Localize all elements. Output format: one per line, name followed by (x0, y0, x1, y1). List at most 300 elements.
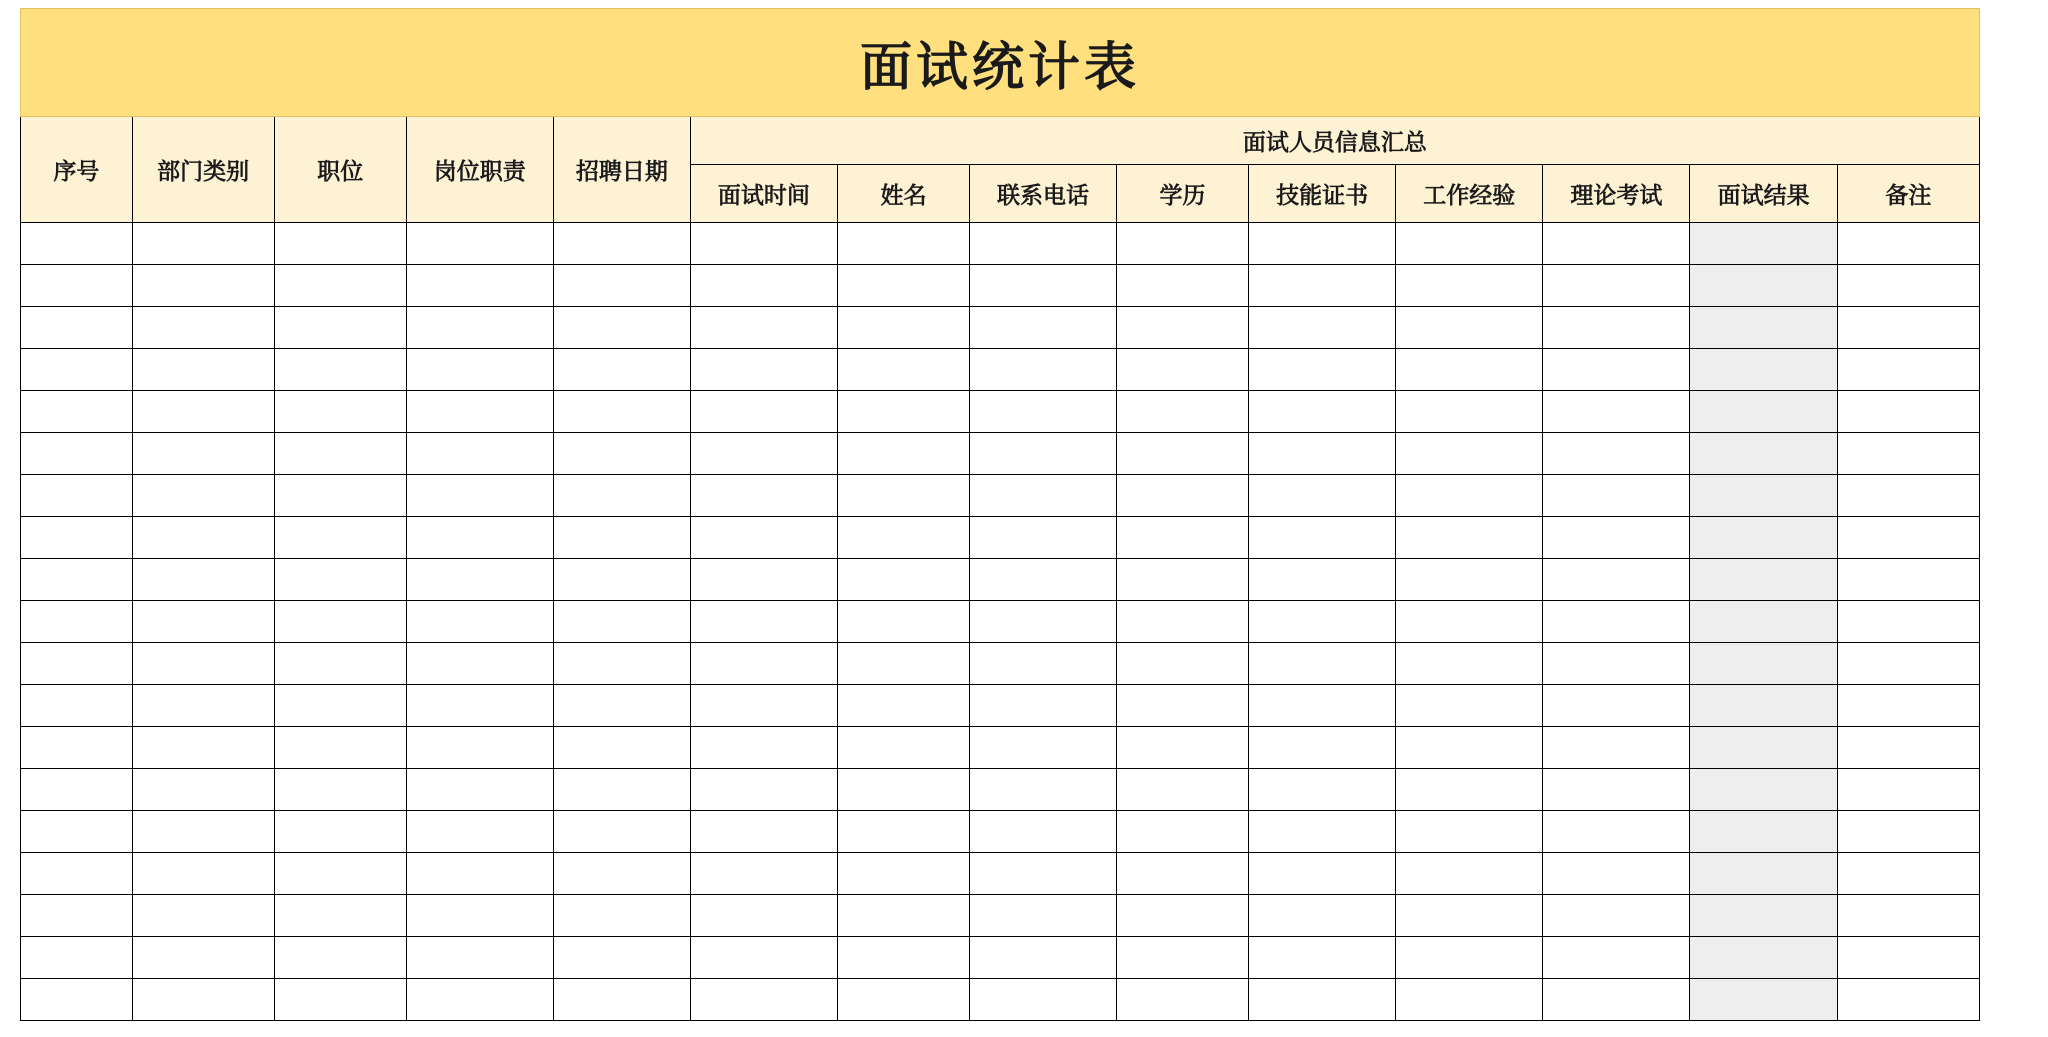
cell-name[interactable] (837, 391, 969, 433)
cell-seq[interactable] (21, 307, 133, 349)
cell-dept_type[interactable] (132, 475, 274, 517)
cell-interview_time[interactable] (690, 979, 837, 1021)
cell-phone[interactable] (969, 685, 1116, 727)
cell-dept_type[interactable] (132, 853, 274, 895)
cell-position[interactable] (274, 685, 406, 727)
cell-education[interactable] (1117, 475, 1249, 517)
cell-interview_time[interactable] (690, 223, 837, 265)
cell-recruit_date[interactable] (553, 433, 690, 475)
cell-remark[interactable] (1837, 811, 1979, 853)
cell-position[interactable] (274, 811, 406, 853)
cell-education[interactable] (1117, 979, 1249, 1021)
cell-phone[interactable] (969, 979, 1116, 1021)
cell-name[interactable] (837, 223, 969, 265)
cell-theory_exam[interactable] (1543, 643, 1690, 685)
cell-interview_time[interactable] (690, 559, 837, 601)
cell-seq[interactable] (21, 265, 133, 307)
cell-seq[interactable] (21, 895, 133, 937)
cell-name[interactable] (837, 643, 969, 685)
table-row[interactable] (21, 769, 1980, 811)
cell-duty[interactable] (406, 265, 553, 307)
cell-skill_cert[interactable] (1249, 475, 1396, 517)
cell-interview_time[interactable] (690, 811, 837, 853)
cell-duty[interactable] (406, 349, 553, 391)
cell-seq[interactable] (21, 349, 133, 391)
cell-recruit_date[interactable] (553, 265, 690, 307)
cell-position[interactable] (274, 433, 406, 475)
cell-position[interactable] (274, 727, 406, 769)
cell-theory_exam[interactable] (1543, 433, 1690, 475)
cell-recruit_date[interactable] (553, 811, 690, 853)
cell-theory_exam[interactable] (1543, 349, 1690, 391)
cell-duty[interactable] (406, 727, 553, 769)
cell-interview_result[interactable] (1690, 517, 1837, 559)
cell-interview_time[interactable] (690, 475, 837, 517)
cell-theory_exam[interactable] (1543, 475, 1690, 517)
cell-position[interactable] (274, 559, 406, 601)
cell-phone[interactable] (969, 601, 1116, 643)
cell-theory_exam[interactable] (1543, 979, 1690, 1021)
cell-education[interactable] (1117, 685, 1249, 727)
cell-phone[interactable] (969, 895, 1116, 937)
cell-dept_type[interactable] (132, 895, 274, 937)
cell-position[interactable] (274, 475, 406, 517)
cell-seq[interactable] (21, 433, 133, 475)
cell-remark[interactable] (1837, 601, 1979, 643)
table-row[interactable] (21, 937, 1980, 979)
cell-dept_type[interactable] (132, 727, 274, 769)
cell-skill_cert[interactable] (1249, 937, 1396, 979)
cell-position[interactable] (274, 517, 406, 559)
table-row[interactable] (21, 979, 1980, 1021)
interview-statistics-table (20, 8, 1980, 1021)
cell-phone[interactable] (969, 727, 1116, 769)
cell-dept_type[interactable] (132, 769, 274, 811)
cell-remark[interactable] (1837, 643, 1979, 685)
cell-work_exp[interactable] (1396, 559, 1543, 601)
cell-name[interactable] (837, 769, 969, 811)
cell-recruit_date[interactable] (553, 937, 690, 979)
cell-remark[interactable] (1837, 979, 1979, 1021)
cell-education[interactable] (1117, 433, 1249, 475)
cell-interview_result[interactable] (1690, 307, 1837, 349)
cell-phone[interactable] (969, 643, 1116, 685)
cell-work_exp[interactable] (1396, 433, 1543, 475)
cell-seq[interactable] (21, 685, 133, 727)
group-header-interview-info: 面试人员信息汇总 (690, 117, 1979, 165)
cell-remark[interactable] (1837, 685, 1979, 727)
cell-work_exp[interactable] (1396, 769, 1543, 811)
table-row[interactable] (21, 475, 1980, 517)
cell-recruit_date[interactable] (553, 307, 690, 349)
cell-skill_cert[interactable] (1249, 643, 1396, 685)
cell-theory_exam[interactable] (1543, 853, 1690, 895)
table-row[interactable] (21, 895, 1980, 937)
column-header-dept_type: 部门类别 (132, 117, 274, 223)
cell-dept_type[interactable] (132, 307, 274, 349)
cell-recruit_date[interactable] (553, 223, 690, 265)
cell-remark[interactable] (1837, 391, 1979, 433)
cell-duty[interactable] (406, 937, 553, 979)
table-row[interactable] (21, 517, 1980, 559)
cell-recruit_date[interactable] (553, 349, 690, 391)
cell-duty[interactable] (406, 559, 553, 601)
cell-theory_exam[interactable] (1543, 307, 1690, 349)
cell-work_exp[interactable] (1396, 307, 1543, 349)
cell-name[interactable] (837, 559, 969, 601)
cell-theory_exam[interactable] (1543, 601, 1690, 643)
cell-position[interactable] (274, 937, 406, 979)
cell-seq[interactable] (21, 811, 133, 853)
cell-skill_cert[interactable] (1249, 349, 1396, 391)
cell-name[interactable] (837, 895, 969, 937)
cell-education[interactable] (1117, 223, 1249, 265)
cell-education[interactable] (1117, 559, 1249, 601)
cell-seq[interactable] (21, 559, 133, 601)
cell-position[interactable] (274, 643, 406, 685)
cell-duty[interactable] (406, 685, 553, 727)
cell-interview_result[interactable] (1690, 811, 1837, 853)
cell-phone[interactable] (969, 517, 1116, 559)
cell-phone[interactable] (969, 265, 1116, 307)
cell-name[interactable] (837, 433, 969, 475)
cell-work_exp[interactable] (1396, 853, 1543, 895)
cell-education[interactable] (1117, 307, 1249, 349)
cell-theory_exam[interactable] (1543, 769, 1690, 811)
header-row-top (21, 117, 1980, 165)
cell-position[interactable] (274, 853, 406, 895)
cell-remark[interactable] (1837, 559, 1979, 601)
cell-theory_exam[interactable] (1543, 811, 1690, 853)
column-header-education: 学历 (1117, 165, 1249, 223)
cell-work_exp[interactable] (1396, 979, 1543, 1021)
cell-dept_type[interactable] (132, 349, 274, 391)
cell-phone[interactable] (969, 307, 1116, 349)
cell-interview_time[interactable] (690, 601, 837, 643)
cell-work_exp[interactable] (1396, 643, 1543, 685)
table-row[interactable] (21, 433, 1980, 475)
cell-recruit_date[interactable] (553, 895, 690, 937)
cell-work_exp[interactable] (1396, 937, 1543, 979)
cell-seq[interactable] (21, 643, 133, 685)
cell-skill_cert[interactable] (1249, 559, 1396, 601)
cell-phone[interactable] (969, 391, 1116, 433)
cell-name[interactable] (837, 349, 969, 391)
cell-theory_exam[interactable] (1543, 265, 1690, 307)
cell-name[interactable] (837, 685, 969, 727)
cell-dept_type[interactable] (132, 433, 274, 475)
cell-duty[interactable] (406, 853, 553, 895)
cell-interview_result[interactable] (1690, 895, 1837, 937)
cell-theory_exam[interactable] (1543, 391, 1690, 433)
cell-dept_type[interactable] (132, 643, 274, 685)
cell-interview_time[interactable] (690, 391, 837, 433)
cell-dept_type[interactable] (132, 979, 274, 1021)
cell-interview_result[interactable] (1690, 643, 1837, 685)
cell-name[interactable] (837, 475, 969, 517)
column-header-interview_time: 面试时间 (690, 165, 837, 223)
cell-work_exp[interactable] (1396, 475, 1543, 517)
cell-dept_type[interactable] (132, 685, 274, 727)
cell-dept_type[interactable] (132, 517, 274, 559)
cell-position[interactable] (274, 979, 406, 1021)
cell-remark[interactable] (1837, 727, 1979, 769)
cell-name[interactable] (837, 307, 969, 349)
cell-seq[interactable] (21, 391, 133, 433)
cell-theory_exam[interactable] (1543, 223, 1690, 265)
cell-dept_type[interactable] (132, 601, 274, 643)
cell-interview_result[interactable] (1690, 391, 1837, 433)
cell-theory_exam[interactable] (1543, 685, 1690, 727)
cell-skill_cert[interactable] (1249, 811, 1396, 853)
cell-interview_result[interactable] (1690, 433, 1837, 475)
cell-interview_time[interactable] (690, 937, 837, 979)
cell-interview_result[interactable] (1690, 853, 1837, 895)
table-row[interactable] (21, 685, 1980, 727)
cell-interview_time[interactable] (690, 517, 837, 559)
cell-interview_result[interactable] (1690, 685, 1837, 727)
cell-education[interactable] (1117, 895, 1249, 937)
cell-duty[interactable] (406, 895, 553, 937)
cell-education[interactable] (1117, 349, 1249, 391)
cell-interview_result[interactable] (1690, 475, 1837, 517)
page-title: 面试统计表 (21, 9, 1980, 117)
cell-duty[interactable] (406, 475, 553, 517)
column-header-interview_result: 面试结果 (1690, 165, 1837, 223)
cell-remark[interactable] (1837, 937, 1979, 979)
cell-skill_cert[interactable] (1249, 223, 1396, 265)
column-header-theory_exam: 理论考试 (1543, 165, 1690, 223)
cell-duty[interactable] (406, 517, 553, 559)
column-header-work_exp: 工作经验 (1396, 165, 1543, 223)
cell-position[interactable] (274, 349, 406, 391)
table-row[interactable] (21, 307, 1980, 349)
cell-education[interactable] (1117, 769, 1249, 811)
cell-duty[interactable] (406, 643, 553, 685)
cell-seq[interactable] (21, 937, 133, 979)
cell-recruit_date[interactable] (553, 601, 690, 643)
cell-interview_time[interactable] (690, 643, 837, 685)
cell-name[interactable] (837, 601, 969, 643)
cell-seq[interactable] (21, 601, 133, 643)
cell-duty[interactable] (406, 601, 553, 643)
cell-recruit_date[interactable] (553, 391, 690, 433)
cell-recruit_date[interactable] (553, 979, 690, 1021)
cell-theory_exam[interactable] (1543, 937, 1690, 979)
cell-seq[interactable] (21, 517, 133, 559)
cell-interview_result[interactable] (1690, 979, 1837, 1021)
column-header-duty: 岗位职责 (406, 117, 553, 223)
cell-work_exp[interactable] (1396, 601, 1543, 643)
cell-dept_type[interactable] (132, 559, 274, 601)
cell-interview_result[interactable] (1690, 937, 1837, 979)
column-header-phone: 联系电话 (969, 165, 1116, 223)
cell-remark[interactable] (1837, 265, 1979, 307)
cell-education[interactable] (1117, 601, 1249, 643)
cell-interview_result[interactable] (1690, 601, 1837, 643)
cell-name[interactable] (837, 979, 969, 1021)
cell-recruit_date[interactable] (553, 769, 690, 811)
cell-skill_cert[interactable] (1249, 685, 1396, 727)
cell-name[interactable] (837, 811, 969, 853)
cell-dept_type[interactable] (132, 391, 274, 433)
cell-remark[interactable] (1837, 223, 1979, 265)
cell-recruit_date[interactable] (553, 475, 690, 517)
cell-recruit_date[interactable] (553, 853, 690, 895)
cell-phone[interactable] (969, 853, 1116, 895)
cell-position[interactable] (274, 769, 406, 811)
table-row[interactable] (21, 559, 1980, 601)
cell-interview_time[interactable] (690, 727, 837, 769)
cell-skill_cert[interactable] (1249, 895, 1396, 937)
cell-position[interactable] (274, 391, 406, 433)
cell-skill_cert[interactable] (1249, 979, 1396, 1021)
cell-duty[interactable] (406, 223, 553, 265)
cell-phone[interactable] (969, 559, 1116, 601)
cell-theory_exam[interactable] (1543, 517, 1690, 559)
cell-dept_type[interactable] (132, 265, 274, 307)
cell-recruit_date[interactable] (553, 685, 690, 727)
cell-position[interactable] (274, 223, 406, 265)
cell-phone[interactable] (969, 475, 1116, 517)
cell-work_exp[interactable] (1396, 223, 1543, 265)
cell-seq[interactable] (21, 853, 133, 895)
cell-phone[interactable] (969, 349, 1116, 391)
cell-interview_result[interactable] (1690, 265, 1837, 307)
cell-education[interactable] (1117, 727, 1249, 769)
cell-seq[interactable] (21, 727, 133, 769)
cell-dept_type[interactable] (132, 811, 274, 853)
cell-interview_time[interactable] (690, 853, 837, 895)
cell-work_exp[interactable] (1396, 727, 1543, 769)
cell-interview_time[interactable] (690, 349, 837, 391)
cell-skill_cert[interactable] (1249, 307, 1396, 349)
cell-phone[interactable] (969, 937, 1116, 979)
cell-interview_time[interactable] (690, 685, 837, 727)
cell-skill_cert[interactable] (1249, 853, 1396, 895)
cell-interview_result[interactable] (1690, 727, 1837, 769)
cell-remark[interactable] (1837, 475, 1979, 517)
table-row[interactable] (21, 811, 1980, 853)
cell-theory_exam[interactable] (1543, 895, 1690, 937)
cell-remark[interactable] (1837, 307, 1979, 349)
table-row[interactable] (21, 727, 1980, 769)
table-row[interactable] (21, 643, 1980, 685)
cell-name[interactable] (837, 727, 969, 769)
cell-recruit_date[interactable] (553, 727, 690, 769)
table-row[interactable] (21, 601, 1980, 643)
cell-interview_time[interactable] (690, 433, 837, 475)
cell-work_exp[interactable] (1396, 811, 1543, 853)
cell-remark[interactable] (1837, 769, 1979, 811)
cell-theory_exam[interactable] (1543, 727, 1690, 769)
cell-phone[interactable] (969, 223, 1116, 265)
cell-interview_result[interactable] (1690, 769, 1837, 811)
cell-skill_cert[interactable] (1249, 433, 1396, 475)
cell-seq[interactable] (21, 979, 133, 1021)
cell-skill_cert[interactable] (1249, 265, 1396, 307)
cell-name[interactable] (837, 265, 969, 307)
column-header-seq: 序号 (21, 117, 133, 223)
cell-interview_result[interactable] (1690, 559, 1837, 601)
cell-dept_type[interactable] (132, 223, 274, 265)
cell-duty[interactable] (406, 769, 553, 811)
cell-education[interactable] (1117, 265, 1249, 307)
cell-interview_time[interactable] (690, 265, 837, 307)
cell-position[interactable] (274, 265, 406, 307)
cell-phone[interactable] (969, 811, 1116, 853)
cell-remark[interactable] (1837, 895, 1979, 937)
cell-name[interactable] (837, 517, 969, 559)
cell-interview_result[interactable] (1690, 223, 1837, 265)
cell-duty[interactable] (406, 307, 553, 349)
table-row[interactable] (21, 349, 1980, 391)
cell-duty[interactable] (406, 391, 553, 433)
cell-phone[interactable] (969, 769, 1116, 811)
cell-position[interactable] (274, 307, 406, 349)
cell-work_exp[interactable] (1396, 517, 1543, 559)
cell-remark[interactable] (1837, 349, 1979, 391)
cell-education[interactable] (1117, 853, 1249, 895)
cell-skill_cert[interactable] (1249, 769, 1396, 811)
column-header-recruit_date: 招聘日期 (553, 117, 690, 223)
cell-education[interactable] (1117, 643, 1249, 685)
cell-position[interactable] (274, 601, 406, 643)
cell-education[interactable] (1117, 391, 1249, 433)
table-row[interactable] (21, 391, 1980, 433)
cell-skill_cert[interactable] (1249, 601, 1396, 643)
cell-education[interactable] (1117, 811, 1249, 853)
cell-name[interactable] (837, 937, 969, 979)
cell-education[interactable] (1117, 937, 1249, 979)
table-row[interactable] (21, 265, 1980, 307)
cell-work_exp[interactable] (1396, 265, 1543, 307)
cell-skill_cert[interactable] (1249, 391, 1396, 433)
cell-seq[interactable] (21, 769, 133, 811)
cell-phone[interactable] (969, 433, 1116, 475)
cell-seq[interactable] (21, 475, 133, 517)
table-row[interactable] (21, 853, 1980, 895)
cell-position[interactable] (274, 895, 406, 937)
cell-remark[interactable] (1837, 517, 1979, 559)
cell-remark[interactable] (1837, 433, 1979, 475)
cell-recruit_date[interactable] (553, 643, 690, 685)
cell-duty[interactable] (406, 811, 553, 853)
cell-recruit_date[interactable] (553, 517, 690, 559)
cell-duty[interactable] (406, 433, 553, 475)
cell-interview_time[interactable] (690, 769, 837, 811)
cell-name[interactable] (837, 853, 969, 895)
column-header-remark: 备注 (1837, 165, 1979, 223)
cell-theory_exam[interactable] (1543, 559, 1690, 601)
table-row[interactable] (21, 223, 1980, 265)
cell-interview_time[interactable] (690, 895, 837, 937)
cell-remark[interactable] (1837, 853, 1979, 895)
cell-education[interactable] (1117, 517, 1249, 559)
cell-work_exp[interactable] (1396, 349, 1543, 391)
cell-work_exp[interactable] (1396, 391, 1543, 433)
cell-dept_type[interactable] (132, 937, 274, 979)
cell-work_exp[interactable] (1396, 895, 1543, 937)
cell-recruit_date[interactable] (553, 559, 690, 601)
cell-interview_result[interactable] (1690, 349, 1837, 391)
cell-duty[interactable] (406, 979, 553, 1021)
cell-skill_cert[interactable] (1249, 517, 1396, 559)
cell-work_exp[interactable] (1396, 685, 1543, 727)
cell-seq[interactable] (21, 223, 133, 265)
cell-interview_time[interactable] (690, 307, 837, 349)
cell-skill_cert[interactable] (1249, 727, 1396, 769)
